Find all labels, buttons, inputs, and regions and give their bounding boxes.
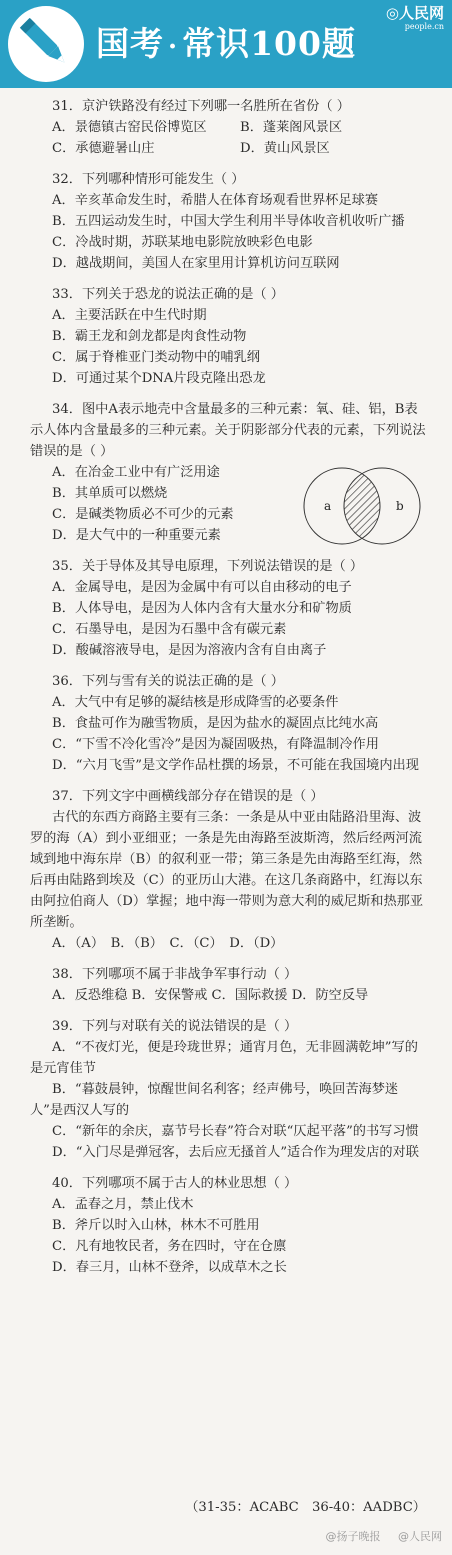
question-stem: 35．关于导体及其导电原理，下列说法错误的是（ ） [52,559,364,574]
option-c: C．凡有地牧民者，务在四时，守在仓廪 [52,1239,287,1254]
header-banner [0,0,452,88]
option-c: C．“下雪不冷化雪冷”是因为凝固吸热，有降温制冷作用 [52,737,379,752]
title-dot: · [168,32,179,62]
question-stem: 33．下列关于恐龙的说法正确的是（ ） [52,287,284,302]
option-c: C．“新年的余庆，嘉节号长春”符合对联“仄起平落”的书写习惯 [52,1124,419,1139]
option-c: C．冷战时期，苏联某地电影院放映彩色电影 [52,235,313,250]
question-34 [30,399,428,546]
question-stem: 36．下列与雪有关的说法正确的是（ ） [52,674,284,689]
question-32 [30,169,428,274]
question-stem: 39．下列与对联有关的说法错误的是（ ） [52,1019,298,1034]
option-a: A．“不夜灯光，便是玲珑世界；通宵月色，无非圆满乾坤”写的是元宵佳节 [30,1040,418,1076]
brand-name: ◎人民网 [385,4,444,22]
question-passage: 古代的东西方商路主要有三条：一条是从中亚由陆路沿里海、波罗的海（A）到小亚细亚；一条是先由海路至波斯湾，然后经两河流域到地中海东岸（B）的叙利亚一带；第三条是先由海路至红海，然后再由陆路到埃及（C）的亚历山大港。在这几条商路中，红海以东由阿拉伯商人（D）掌握；地中海一带则为意大利的威尼斯和热那亚所垄断。 [30,810,424,930]
option-a: A．主要活跃在中生代时期 [52,308,207,323]
question-stem: 34．图中A表示地壳中含量最多的三种元素：氧、硅、铝，B表示人体内含量最多的三种元素。关于阴影部分代表的元素，下列说法错误的是（ ） [30,402,426,459]
option-b: B．蓬莱阁风景区 [240,120,343,135]
question-37 [30,786,428,954]
options-inline: A．反恐维稳 B．安保警戒 C．国际救援 D．防空反导 [52,988,369,1003]
option-c: C．承德避暑山庄 [52,141,155,156]
option-a: A．在冶金工业中有广泛用途 [52,465,220,480]
option-d: D．黄山风景区 [240,141,330,156]
question-stem: 37．下列文字中画横线部分存在错误的是（ ） [52,789,324,804]
option-a: A．大气中有足够的凝结核是形成降雪的必要条件 [52,695,339,710]
option-b: B．“暮鼓晨钟，惊醒世间名利客；经声佛号，唤回苦海梦迷人”是西汉人写的 [30,1082,399,1118]
option-a: A．辛亥革命发生时，希腊人在体育场观看世界杯足球赛 [52,193,379,208]
pencil-icon [8,6,84,82]
venn-label-b: b [396,499,404,513]
title-main: 国考 [96,24,164,63]
option-d: D．春三月，山林不登斧，以成草木之长 [52,1260,287,1275]
question-stem: 32．下列哪种情形可能发生（ ） [52,172,245,187]
option-d: D．“六月飞雪”是文学作品杜撰的场景，不可能在我国境内出现 [52,758,419,773]
option-a: A．孟春之月，禁止伐木 [52,1197,194,1212]
option-d: D．越战期间，美国人在家里用计算机访问互联网 [52,256,340,271]
page-title [96,18,356,70]
question-31 [30,96,428,159]
option-c: C．属于脊椎亚门类动物中的哺乳纲 [52,350,260,365]
option-b: B．五四运动发生时，中国大学生利用半导体收音机收听广播 [52,214,405,229]
options-inline: A．（A） B．（B） C．（C） D．（D） [52,936,284,951]
option-c: C．石墨导电，是因为石墨中含有碳元素 [52,622,287,637]
title-sub: 常识100题 [182,24,356,63]
question-36 [30,671,428,776]
question-39 [30,1016,428,1163]
source-2: @人民网 [398,1530,442,1543]
option-b: B．霸王龙和剑龙都是肉食性动物 [52,329,247,344]
venn-label-a: a [324,499,332,513]
source-1: @扬子晚报 [325,1530,381,1543]
question-stem: 40．下列哪项不属于古人的林业思想（ ） [52,1176,298,1191]
option-d: D．酸碱溶液导电，是因为溶液内含有自由离子 [52,643,327,658]
question-35 [30,556,428,661]
brand-url: people.cn [404,22,444,31]
footer-watermark [312,1528,443,1544]
option-a: A．金属导电，是因为金属中有可以自由移动的电子 [52,580,352,595]
logo [8,6,84,82]
option-d: D．“入门尽是弹冠客，去后应无搔首人”适合作为理发店的对联 [52,1145,419,1160]
venn-diagram [296,465,428,547]
option-b: B．食盐可作为融雪物质，是因为盐水的凝固点比纯水高 [52,716,379,731]
question-38 [30,964,428,1006]
question-stem: 38．下列哪项不属于非战争军事行动（ ） [52,967,298,982]
option-b: B．其单质可以燃烧 [52,486,168,501]
question-stem: 31．京沪铁路没有经过下列哪一名胜所在省份（ ） [52,99,350,114]
option-d: D．可通过某个DNA片段克隆出恐龙 [52,371,266,386]
option-b: B．斧斤以时入山林，林木不可胜用 [52,1218,260,1233]
option-b: B．人体导电，是因为人体内含有大量水分和矿物质 [52,601,352,616]
option-d: D．是大气中的一种重要元素 [52,528,221,543]
question-40 [30,1173,428,1278]
answer-key: （31-35：ACABC 36-40：AADBC） [185,1500,426,1515]
question-list [30,96,428,1288]
option-c: C．是碱类物质必不可少的元素 [52,507,234,522]
brand-logo [386,6,444,31]
option-a: A．景德镇古窑民俗博览区 [52,120,207,135]
question-33 [30,284,428,389]
